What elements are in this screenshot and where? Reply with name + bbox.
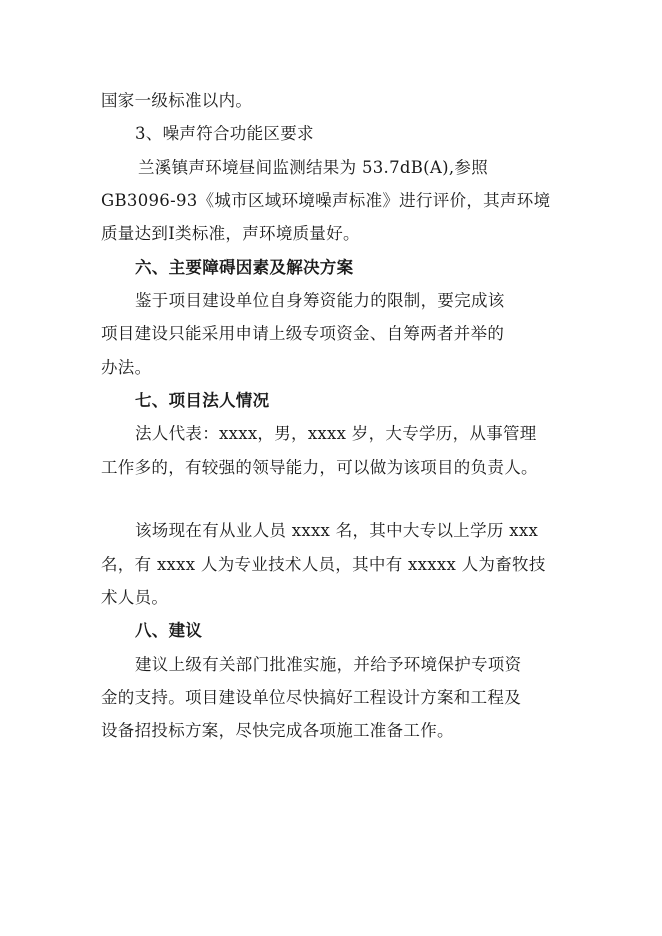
text-line-14: 名，有 xxxx 人为专业技术人员，其中有 xxxxx 人为畜牧技 <box>101 555 546 574</box>
text-line-15: 术人员。 <box>101 588 169 607</box>
text-line-1: 国家一级标准以内。 <box>101 91 253 110</box>
section-heading-7: 七、项目法人情况 <box>135 391 270 410</box>
section-heading-8: 八、建议 <box>135 621 203 640</box>
text-line-18: 金的支持。项目建设单位尽快搞好工程设计方案和工程及 <box>101 688 521 707</box>
text-line-5: 质量达到Ⅰ类标准，声环境质量好。 <box>101 224 360 243</box>
text-line-4: GB3096-93《城市区域环境噪声标准》进行评价，其声环境 <box>101 191 551 210</box>
text-line-2: 3、噪声符合功能区要求 <box>135 124 314 143</box>
text-line-7: 鉴于项目建设单位自身筹资能力的限制，要完成该 <box>135 291 505 310</box>
text-line-11: 法人代表：xxxx，男，xxxx 岁，大专学历，从事管理 <box>135 424 537 443</box>
text-line-17: 建议上级有关部门批准实施，并给予环境保护专项资 <box>135 655 522 674</box>
text-line-13: 该场现在有从业人员 xxxx 名，其中大专以上学历 xxx <box>135 521 539 540</box>
text-line-8: 项目建设只能采用申请上级专项资金、自筹两者并举的 <box>101 324 505 343</box>
text-line-19: 设备招投标方案，尽快完成各项施工准备工作。 <box>101 721 454 740</box>
section-heading-6: 六、主要障碍因素及解决方案 <box>135 258 354 277</box>
text-line-3: 兰溪镇声环境昼间监测结果为 53.7dB(A),参照 <box>138 158 489 177</box>
text-line-12: 工作多的，有较强的领导能力，可以做为该项目的负责人。 <box>101 458 538 477</box>
text-line-9: 办法。 <box>101 358 152 377</box>
